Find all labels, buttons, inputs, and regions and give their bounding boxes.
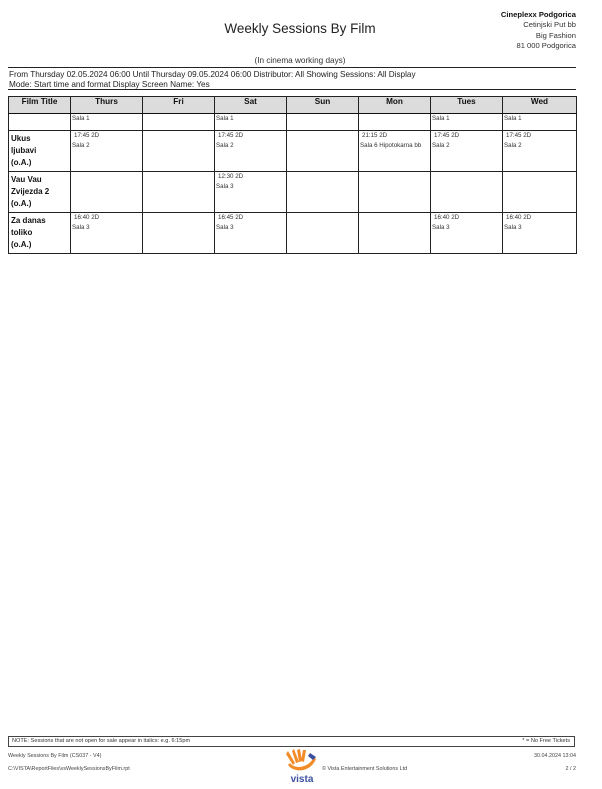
table-row xyxy=(9,131,577,172)
table-cell: Sala 1 xyxy=(71,114,143,131)
session-cell xyxy=(359,172,431,213)
session-cell xyxy=(287,172,359,213)
company-address-line: Big Fashion xyxy=(535,30,576,40)
table-cell xyxy=(143,114,215,131)
report-title: Weekly Sessions By Film xyxy=(224,21,376,36)
session-cell xyxy=(287,213,359,254)
session-cell xyxy=(143,131,215,172)
report-parameters xyxy=(8,67,576,90)
session-cell xyxy=(71,213,143,254)
session-cell xyxy=(503,213,577,254)
sessions-table xyxy=(8,96,577,254)
footer-copyright: © Vista Entertainment Solutions Ltd xyxy=(322,766,408,772)
session-cell xyxy=(359,213,431,254)
session-cell xyxy=(359,131,431,172)
table-cell: Sala 1 xyxy=(431,114,503,131)
film-title-line: (o.A.) xyxy=(11,198,32,208)
film-title-line: Za danas xyxy=(11,216,46,225)
session-cell xyxy=(143,213,215,254)
session-screen: Sala 3 xyxy=(216,224,234,231)
session-screen: Sala 3 xyxy=(504,224,522,231)
column-header-sat: Sat xyxy=(215,97,287,114)
session-screen: Sala 6 Hipotokarna bb xyxy=(360,142,422,149)
table-row xyxy=(9,114,577,131)
session-time: 16:40 2D xyxy=(506,214,532,221)
session-time: 17:45 2D xyxy=(74,132,100,139)
session-time: 12:30 2D xyxy=(218,173,244,180)
film-title-line: Zvijezda 2 xyxy=(11,186,50,196)
session-cell xyxy=(431,131,503,172)
footer-legend: * = No Free Tickets xyxy=(522,738,570,744)
session-cell xyxy=(215,172,287,213)
column-header-wed: Wed xyxy=(503,97,577,114)
footer-report-path: C:\VISTA\ReportFiles\vsWeeklySessionsByFilm.rpt xyxy=(8,766,130,772)
film-title-line: Ukus xyxy=(11,134,31,143)
table-cell xyxy=(359,114,431,131)
company-address-line: Cetinjski Put bb xyxy=(523,20,576,30)
session-time: 21:15 2D xyxy=(362,132,388,139)
film-title-line: Vau Vau xyxy=(11,175,42,184)
session-cell xyxy=(287,131,359,172)
session-screen: Sala 3 xyxy=(216,183,234,190)
session-screen: Sala 2 xyxy=(216,142,234,149)
company-name: Cineplexx Podgorica xyxy=(500,10,576,19)
film-title-line: ljubavi xyxy=(11,145,37,155)
film-title-line: (o.A.) xyxy=(11,157,32,167)
parameters-line-2: Mode: Start time and format Display Screen Name: Yes xyxy=(9,80,210,89)
table-row xyxy=(9,172,577,213)
footer-date: 30.04.2024 13:04 xyxy=(534,753,576,759)
film-title-line: (o.A.) xyxy=(11,239,32,249)
film-title-line: toliko xyxy=(11,227,33,237)
table-cell xyxy=(9,114,71,131)
session-cell xyxy=(503,172,577,213)
parameters-line-1: From Thursday 02.05.2024 06:00 Until Thursday 09.05.2024 06:00 Distributor: All Showing Sessions: All Display xyxy=(9,70,416,79)
session-cell xyxy=(215,213,287,254)
session-screen: Sala 2 xyxy=(504,142,522,149)
session-cell xyxy=(71,172,143,213)
footer-note-box xyxy=(8,736,575,747)
column-header-fri: Fri xyxy=(143,97,215,114)
session-time: 17:45 2D xyxy=(506,132,532,139)
session-time: 17:45 2D xyxy=(218,132,244,139)
footer-report-name: Weekly Sessions By Film (CS037 - V4) xyxy=(8,753,102,759)
table-header-row xyxy=(9,97,577,114)
table-cell: Sala 1 xyxy=(215,114,287,131)
table-row xyxy=(9,213,577,254)
table-cell xyxy=(287,114,359,131)
column-header-thurs: Thurs xyxy=(71,97,143,114)
company-address-line: 81 000 Podgorica xyxy=(516,41,576,51)
session-cell xyxy=(431,172,503,213)
session-screen: Sala 3 xyxy=(72,224,90,231)
session-screen: Sala 3 xyxy=(432,224,450,231)
session-screen: Sala 2 xyxy=(72,142,90,149)
column-header-sun: Sun xyxy=(287,97,359,114)
column-header-tues: Tues xyxy=(431,97,503,114)
company-address-block xyxy=(501,10,576,52)
footer-page-number: 2 / 2 xyxy=(565,766,576,772)
film-title-cell xyxy=(9,213,71,254)
session-cell xyxy=(71,131,143,172)
table-cell: Sala 1 xyxy=(503,114,577,131)
session-time: 16:40 2D xyxy=(74,214,100,221)
film-title-cell xyxy=(9,172,71,213)
session-screen: Sala 2 xyxy=(432,142,450,149)
film-title-cell xyxy=(9,131,71,172)
session-cell xyxy=(143,172,215,213)
session-cell xyxy=(431,213,503,254)
session-time: 16:45 2D xyxy=(218,214,244,221)
session-time: 16:40 2D xyxy=(434,214,460,221)
vista-logo-mark xyxy=(286,749,316,770)
session-time: 17:45 2D xyxy=(434,132,460,139)
session-cell xyxy=(215,131,287,172)
column-header-film-title: Film Title xyxy=(9,97,71,114)
session-cell xyxy=(503,131,577,172)
report-subtitle: (In cinema working days) xyxy=(254,56,346,65)
column-header-mon: Mon xyxy=(359,97,431,114)
vista-logo-text: vista xyxy=(290,774,314,785)
vista-logo xyxy=(282,747,322,785)
footer-note: NOTE: Sessions that are not open for sale appear in italics: e.g. 6:15pm xyxy=(12,738,191,744)
